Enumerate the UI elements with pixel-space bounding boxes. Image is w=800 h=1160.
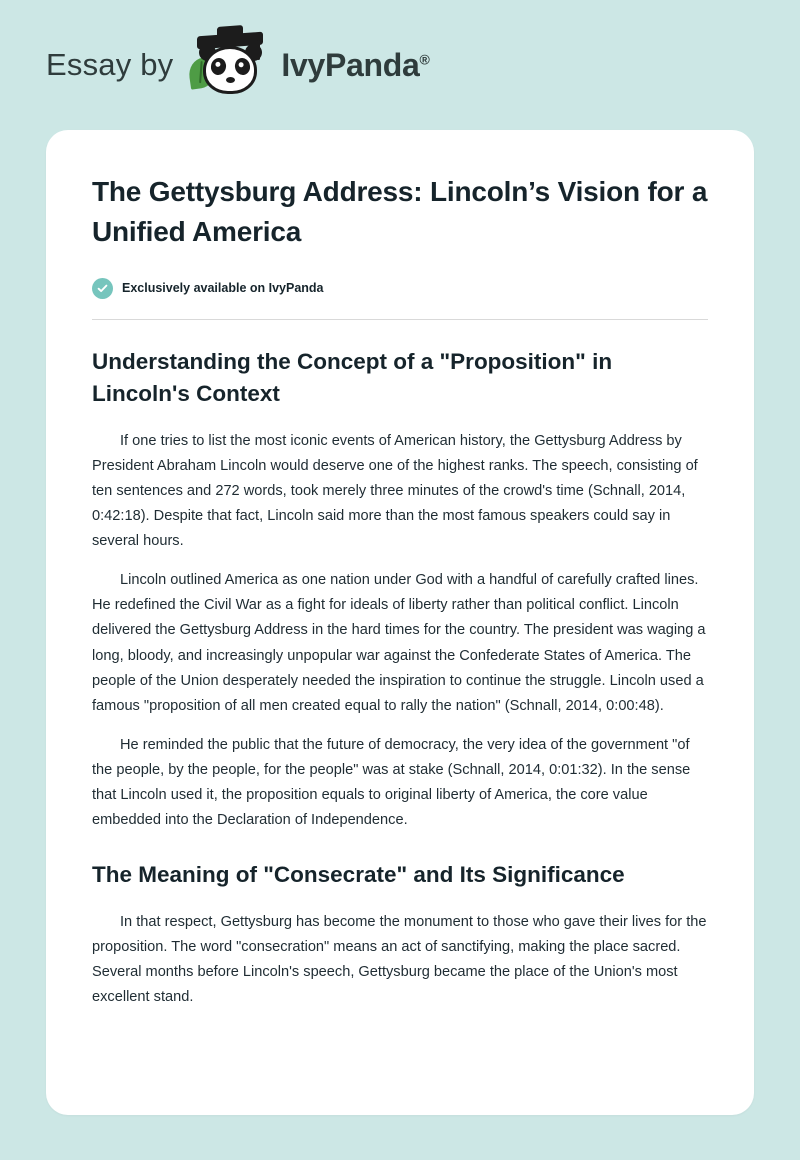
ivypanda-logo[interactable] bbox=[187, 32, 429, 98]
essay-by-label: Essay by bbox=[46, 47, 174, 82]
exclusive-badge bbox=[92, 278, 708, 299]
section-2-paragraph-1: In that respect, Gettysburg has become the monument to those who gave their lives for the proposition. The word "consecration" means an act of sanctifying, making the place sacred. Several months before Lincoln's speech, Gettysburg became the place of the Union's most excellent stand. bbox=[92, 913, 707, 1006]
section-1-paragraph-1: If one tries to list the most iconic events of American history, the Gettysburg Address by President Abraham Lincoln would deserve one of the highest ranks. The speech, consisting of ten sentences and 272 words, took merely three minutes of the crowd's time (Schnall, 2014, 0:42:18). Despite that fact, Lincoln said more than the most famous speakers could say in several hours. bbox=[92, 432, 698, 550]
exclusive-badge-label: Exclusively available on IvyPanda bbox=[122, 281, 324, 295]
essay-card bbox=[46, 130, 754, 1115]
section-1-paragraph-3: He reminded the public that the future of democracy, the very idea of the government "of the people, by the people, for the people" was at stake (Schnall, 2014, 0:01:32). In the sense that Lincoln used it, the proposition equals to original liberty of America, the core value embedded into the Declaration of Independence. bbox=[92, 736, 691, 829]
brand-name bbox=[281, 47, 429, 84]
section-heading-2: The Meaning of "Consecrate" and Its Significance bbox=[92, 862, 625, 888]
title-divider bbox=[92, 319, 708, 320]
registered-mark: ® bbox=[419, 50, 430, 67]
section-1-paragraph-2: Lincoln outlined America as one nation under God with a handful of carefully crafted lines. He redefined the Civil War as a fight for ideals of liberty rather than political conflict. Lincoln delivered the Gettysburg Address in the hard times for the country. The president was waging a long, bloody, and increasingly unpopular war against the Confederate States of America. The people of the Union desperately needed the inspiration to continue the struggle. Lincoln used a famous "proposition of all men created equal to rally the nation" (Schnall, 2014, 0:00:48). bbox=[92, 572, 706, 714]
check-circle-icon bbox=[92, 278, 113, 299]
site-header bbox=[0, 0, 800, 130]
panda-graduate-logo-icon bbox=[187, 32, 273, 98]
brand-name-text: IvyPanda bbox=[281, 46, 420, 83]
essay-content bbox=[74, 172, 726, 1010]
section-heading-1: Understanding the Concept of a "Proposition" in Lincoln's Context bbox=[92, 348, 613, 407]
page-title: The Gettysburg Address: Lincoln’s Vision for a Unified America bbox=[92, 176, 708, 247]
